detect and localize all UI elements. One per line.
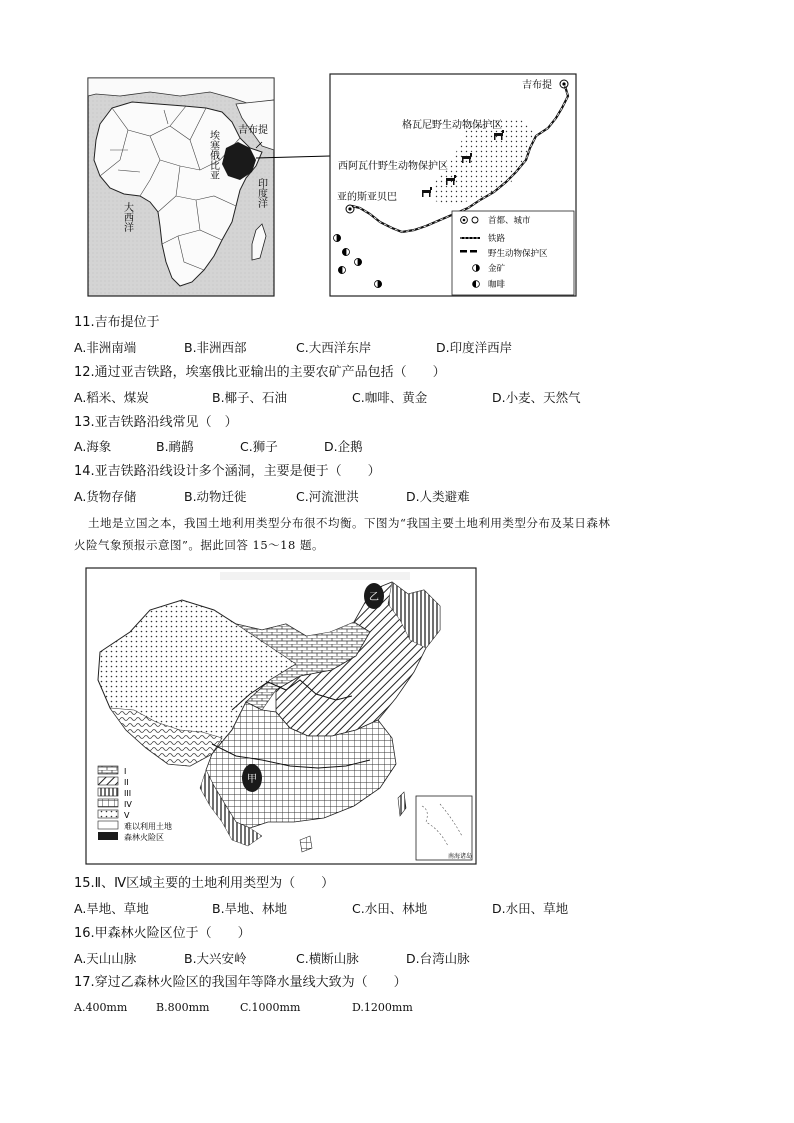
legend-v: V xyxy=(124,811,130,820)
label-west-awash-reserve: 西阿瓦什野生动物保护区 xyxy=(338,161,448,172)
intro-line-2: 火险气象预报示意图”。据此回答 15～18 题。 xyxy=(74,538,324,552)
option-d: D.小麦、天然气 xyxy=(492,390,581,405)
legend-i: I xyxy=(124,767,127,776)
label-ethiopia: 埃塞俄比亚 xyxy=(207,130,219,180)
africa-map xyxy=(88,78,330,296)
option-c: C.大西洋东岸 xyxy=(296,340,372,355)
intro-line-1: 土地是立国之本，我国土地利用类型分布很不均衡。下图为“我国主要土地利用类型分布及某日森林 xyxy=(88,516,611,530)
question-stem: 13.亚吉铁路沿线常见（ ） xyxy=(74,415,238,430)
option-b: B.鸸鹋 xyxy=(156,439,194,454)
option-d: D.人类避难 xyxy=(406,489,470,504)
option-b: B.旱地、林地 xyxy=(212,901,288,916)
option-b: B.非洲西部 xyxy=(184,340,247,355)
label-indian-ocean: 印度洋 xyxy=(255,178,267,208)
option-d: D.水田、草地 xyxy=(492,901,569,916)
legend-iv: IV xyxy=(124,800,132,809)
detail-map-legend xyxy=(452,211,574,295)
option-b: B.大兴安岭 xyxy=(184,951,247,966)
option-c: C.咖啡、黄金 xyxy=(352,390,428,405)
legend-fire-zone: 森林火险区 xyxy=(124,833,164,842)
legend-difficult-land: 难以利用土地 xyxy=(124,822,172,831)
label-addis-ababa: 亚的斯亚贝巴 xyxy=(337,192,397,203)
question-stem: 16.甲森林火险区位于（ ） xyxy=(74,926,251,941)
option-d: D.企鹅 xyxy=(324,439,363,454)
legend-railway: 铁路 xyxy=(488,234,506,244)
intro-paragraph xyxy=(74,512,734,556)
legend-iii: III xyxy=(124,789,132,798)
option-b: B.动物迁徙 xyxy=(184,489,247,504)
option-c: C.河流泄洪 xyxy=(296,489,359,504)
option-a: A.天山山脉 xyxy=(74,951,137,966)
option-c: C.水田、林地 xyxy=(352,901,428,916)
legend-capital-city: 首都、城市 xyxy=(488,216,531,226)
option-a: A.货物存储 xyxy=(74,489,137,504)
question-stem: 12.通过亚吉铁路，埃塞俄比亚输出的主要农矿产品包括（ ） xyxy=(74,365,446,380)
label-jia: 甲 xyxy=(247,774,257,785)
option-c: C.横断山脉 xyxy=(296,951,359,966)
label-atlantic: 大西洋 xyxy=(121,202,133,232)
question-stem: 14.亚吉铁路沿线设计多个涵洞，主要是便于（ ） xyxy=(74,464,381,479)
south-china-sea-inset xyxy=(416,796,472,860)
figure-africa-ethiopia xyxy=(0,0,794,310)
legend-ii: II xyxy=(124,778,129,787)
option-c: C.1000mm xyxy=(240,1001,301,1014)
option-b: B.椰子、石油 xyxy=(212,390,288,405)
option-d: D.1200mm xyxy=(352,1001,413,1014)
label-gewane-reserve: 格瓦尼野生动物保护区 xyxy=(402,120,502,131)
inset-label: 南海诸岛 xyxy=(448,853,473,860)
option-a: A.400mm xyxy=(74,1001,128,1014)
legend-gold-mine: 金矿 xyxy=(488,264,506,274)
label-djibouti: 吉布提 xyxy=(238,125,268,136)
option-a: A.非洲南端 xyxy=(74,340,137,355)
label-djibouti-city: 吉布提 xyxy=(522,80,552,91)
option-b: B.800mm xyxy=(156,1001,210,1014)
question-stem: 17.穿过乙森林火险区的我国年等降水量线大致为（ ） xyxy=(74,975,407,990)
legend-coffee: 咖啡 xyxy=(488,280,506,290)
figure-china-land-use xyxy=(0,560,794,870)
option-d: D.印度洋西岸 xyxy=(436,340,513,355)
option-c: C.狮子 xyxy=(240,439,278,454)
ethiopia-detail-map xyxy=(330,74,576,296)
question-stem: 11.吉布提位于 xyxy=(74,315,160,330)
option-a: A.海象 xyxy=(74,439,112,454)
option-d: D.台湾山脉 xyxy=(406,951,470,966)
question-stem: 15.Ⅱ、Ⅳ区域主要的土地利用类型为（ ） xyxy=(74,876,335,891)
option-a: A.稻米、煤炭 xyxy=(74,390,149,405)
label-yi: 乙 xyxy=(369,592,379,603)
legend-wildlife-reserve: 野生动物保护区 xyxy=(488,249,548,259)
option-a: A.旱地、草地 xyxy=(74,901,149,916)
